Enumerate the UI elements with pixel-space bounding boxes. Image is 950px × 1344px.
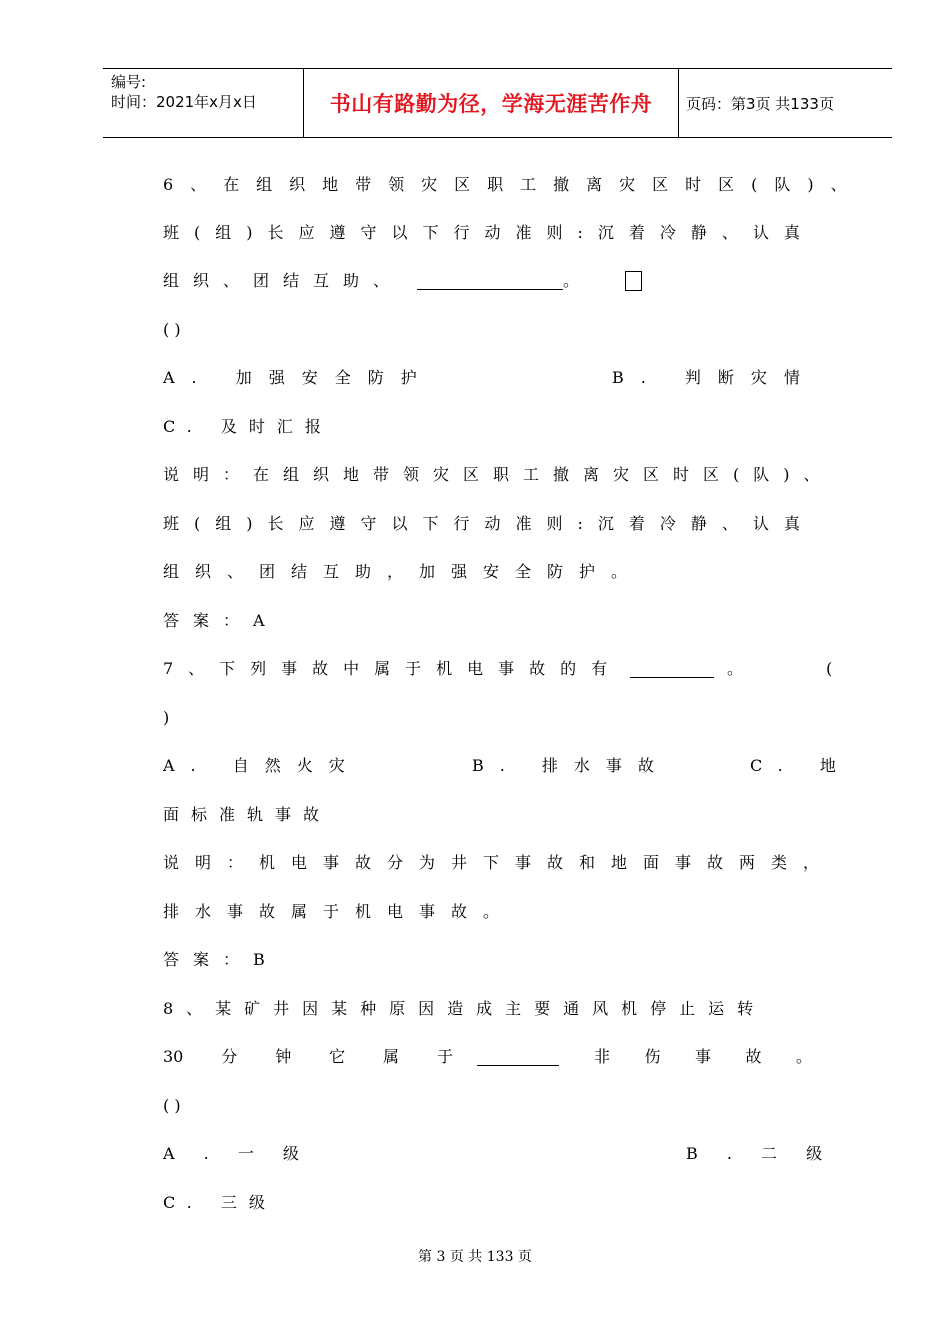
q7-paren-close: ) <box>163 708 170 727</box>
header-motto-cell <box>303 69 679 137</box>
q8-option-b: B . 二 级 <box>686 1144 835 1163</box>
q6-option-b: B. 判断灾情 <box>612 368 817 387</box>
header-page-cell <box>678 69 892 137</box>
q8-line2-tail-word: 伤 <box>644 1047 661 1066</box>
q8-answer-blank[interactable] <box>477 1065 559 1066</box>
q7-line1-tail: 。 <box>727 659 744 678</box>
q8-line2-word: 属 <box>383 1047 400 1066</box>
q8-line2-word: 钟 <box>275 1047 292 1066</box>
q8-line2-tail-word: 非 <box>594 1047 611 1066</box>
page-code: 页码：第3页 共133页 <box>686 94 834 113</box>
q6-answer-blank[interactable] <box>417 289 563 290</box>
q6-option-a: A. 加强安全防护 <box>163 368 434 387</box>
q8-option-a: A . 一 级 <box>163 1144 311 1163</box>
q8-line2-word: 它 <box>329 1047 346 1066</box>
q6-line1: 6、在组织地带领灾区职工撤离灾区时区(队)、 <box>163 175 864 194</box>
q6-explain2: 班(组)长应遵守以下行动准则:沉着冷静、认真 <box>163 514 815 533</box>
q8-line1: 8、某矿井因某种原因造成主要通风机停止运转 <box>163 999 767 1018</box>
q8-line2-tail-word: 故 <box>745 1047 762 1066</box>
q7-paren-open: ( <box>826 659 833 678</box>
q8-line2-right <box>594 1046 812 1068</box>
q6-paren: ( ) <box>163 320 181 339</box>
q7-option-c-part1: C. 地 <box>750 756 852 775</box>
q7-option-a: A. 自然火灾 <box>163 756 361 775</box>
q7-answer: 答案：B <box>163 950 279 969</box>
q8-line2-tail-word: 事 <box>694 1047 711 1066</box>
q8-line2-word: 于 <box>436 1047 453 1066</box>
q8-line2-tail-word: 。 <box>795 1047 812 1066</box>
q6-explain1: 说明：在组织地带领灾区职工撤离灾区时区(队)、 <box>163 465 834 484</box>
time-label: 时间：2021年x月x日 <box>111 93 257 111</box>
q7-explain1: 说明：机电事故分为井下事故和地面事故两类， <box>163 853 836 872</box>
q8-line2-word: 30 <box>163 1047 184 1066</box>
q7-explain2: 排水事故属于机电事故。 <box>163 902 516 921</box>
q8-paren: ( ) <box>163 1096 181 1115</box>
q6-line3-text: 组织、团结互助、 <box>163 271 404 290</box>
q6-explain3: 组织、团结互助，加强安全防护。 <box>163 562 644 581</box>
q6-answer: 答案：A <box>163 611 279 630</box>
q6-line2: 班(组)长应遵守以下行动准则:沉着冷静、认真 <box>163 223 815 242</box>
q7-option-c-part2: 面标准轨事故 <box>163 805 332 824</box>
header-left-cell <box>103 69 303 137</box>
serial-label: 编号: <box>111 73 147 91</box>
q8-line2-word: 分 <box>221 1047 238 1066</box>
q6-line3-tail: 。 <box>563 271 580 290</box>
page-footer: 第 3 页 共 133 页 <box>418 1249 532 1265</box>
q8-line2-left <box>163 1046 453 1068</box>
page-header <box>103 68 892 138</box>
q7-option-b: B. 排水事故 <box>472 756 670 775</box>
q7-answer-blank[interactable] <box>630 677 714 678</box>
q8-option-c: C. 三级 <box>163 1193 277 1212</box>
checkbox-icon[interactable] <box>625 271 642 291</box>
motto-text: 书山有路勤为径，学海无涯苦作舟 <box>329 92 653 116</box>
q6-option-c: C. 及时汇报 <box>163 417 333 436</box>
q6-line3 <box>163 270 403 292</box>
q7-line1: 7、下列事故中属于机电事故的有 <box>163 659 623 678</box>
